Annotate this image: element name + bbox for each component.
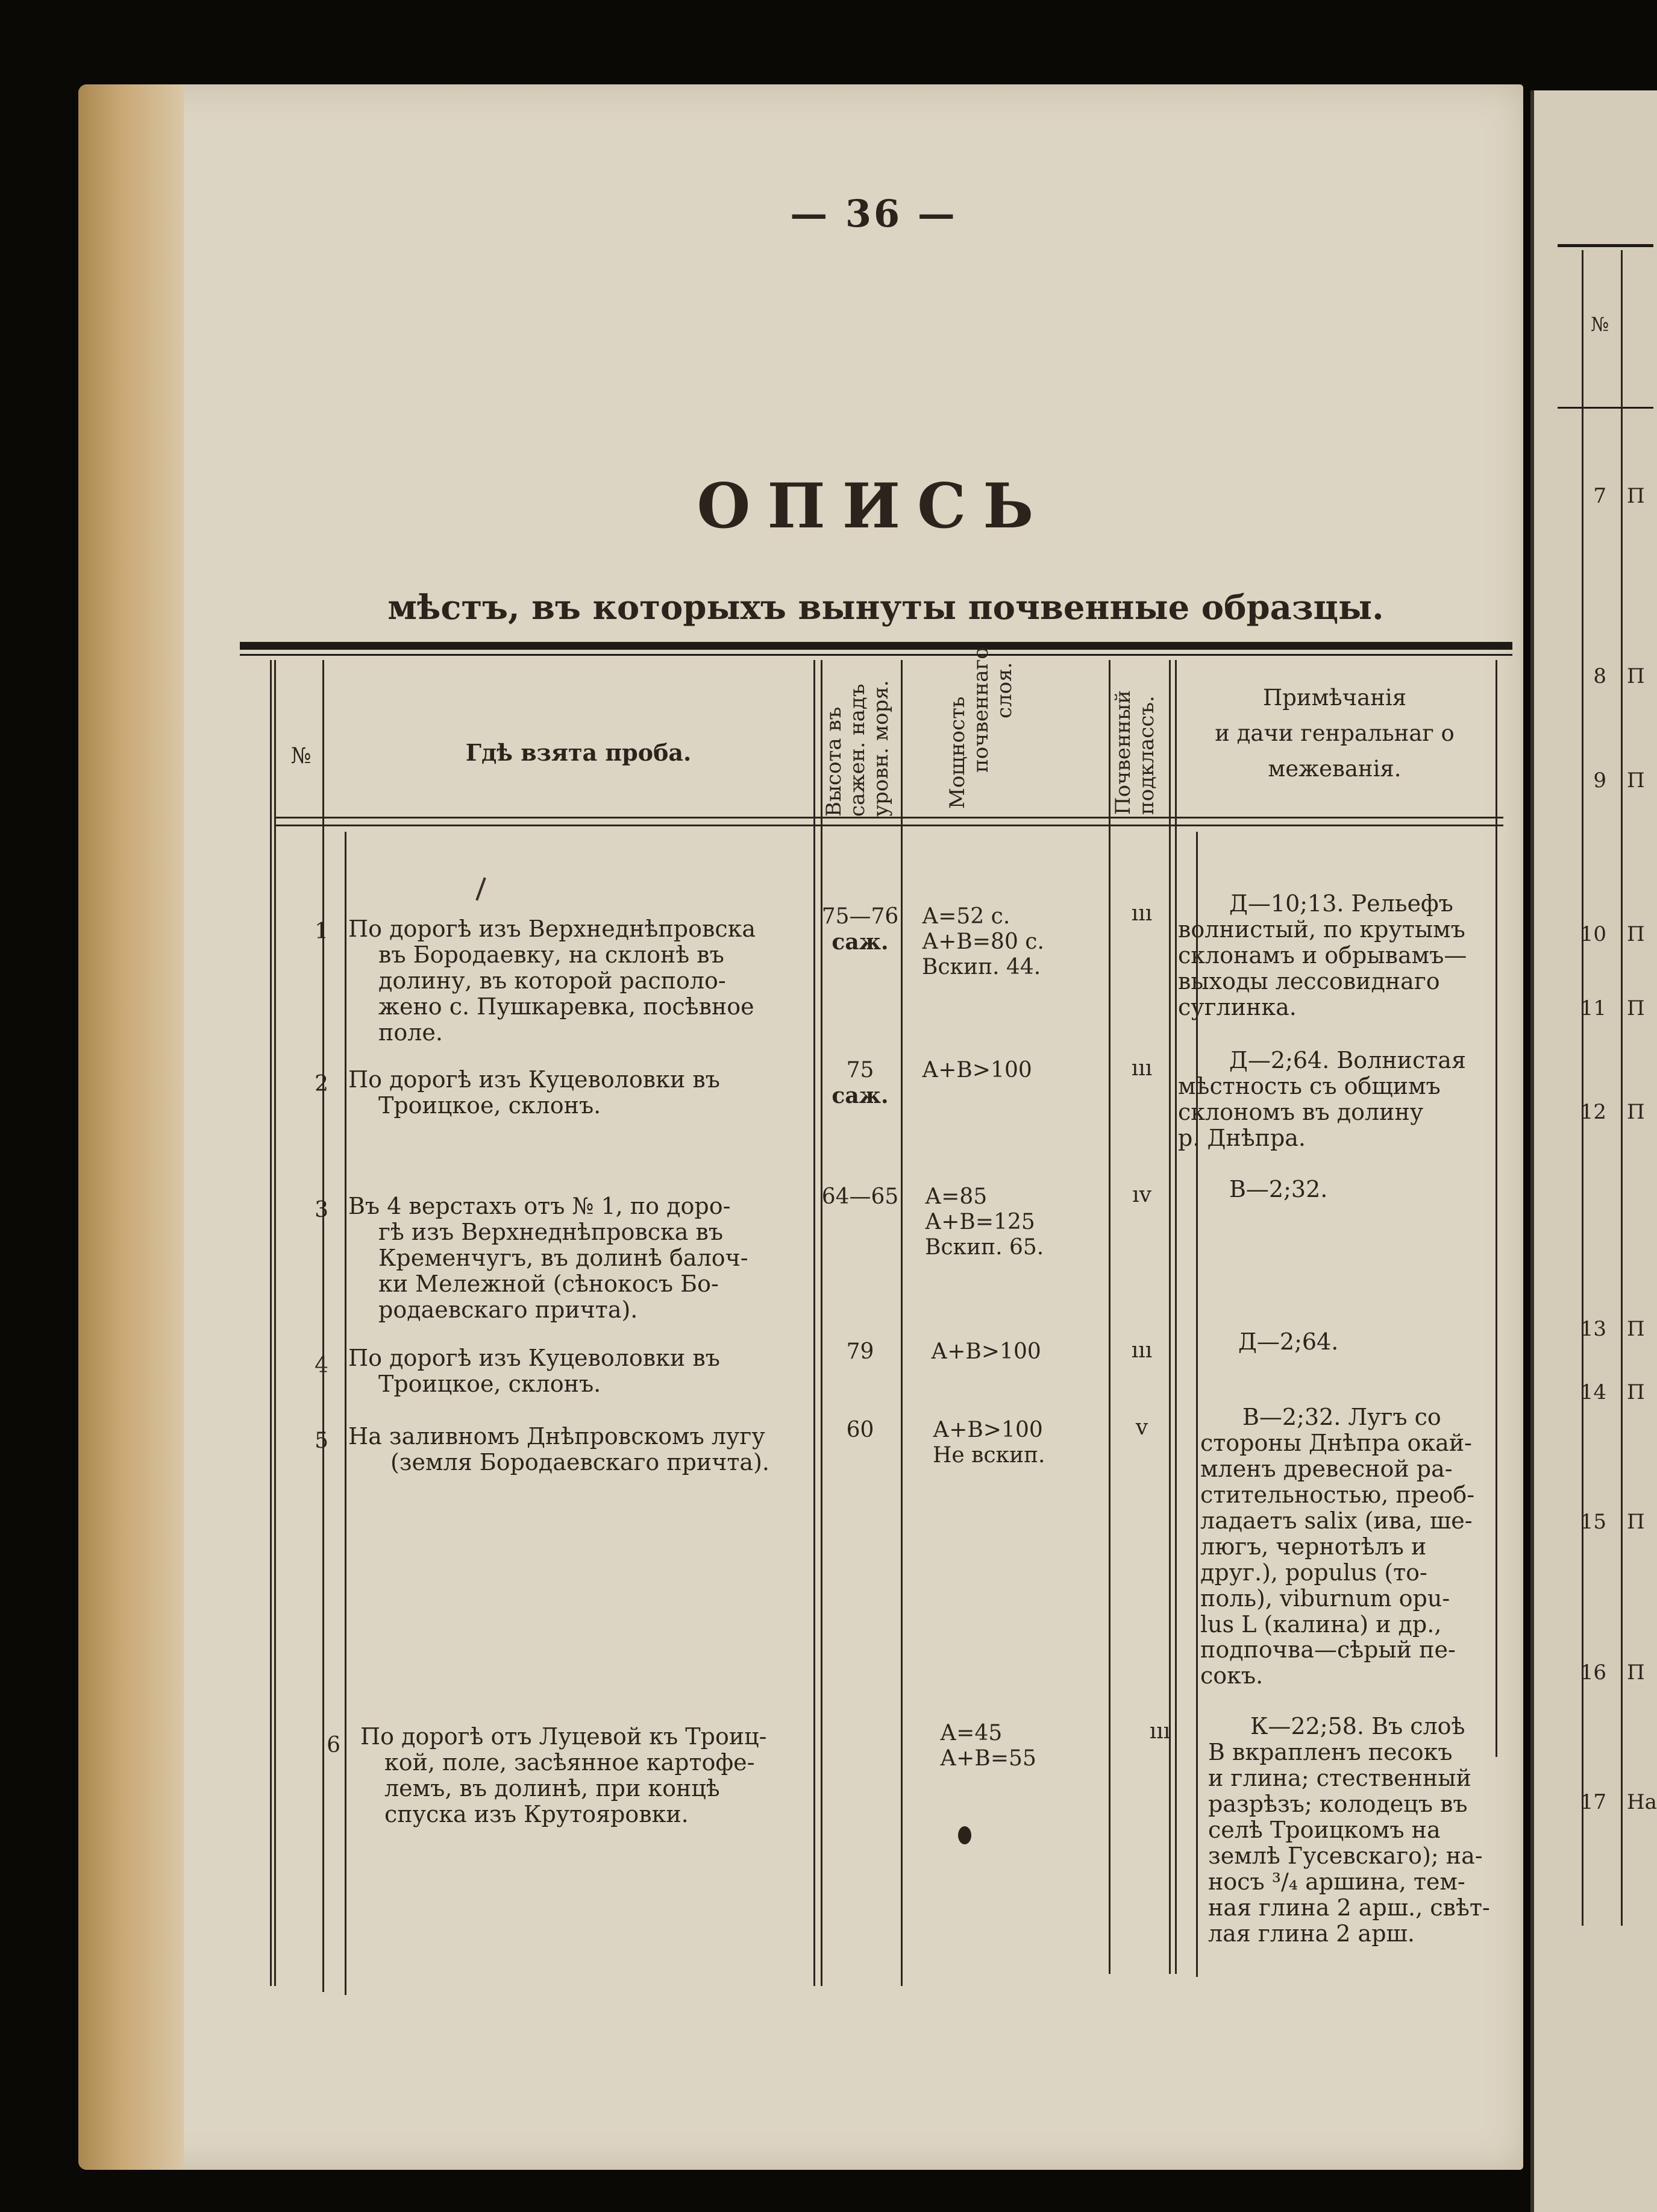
column-rule <box>901 660 903 1986</box>
row-notes: Д—2;64. Волнистая мѣстность съ общимъ склономъ въ долину р. Днѣпра. <box>1178 1047 1466 1151</box>
table-top-rule <box>240 642 1512 650</box>
ink-blot <box>958 1826 971 1844</box>
document-title: ОПИСЬ <box>697 470 1051 542</box>
row-place: По дорогѣ отъ Луцевой къ Троиц- кой, поле, засѣянное картофе- лемъ, въ долинѣ, при концѣ спуска изъ Крутояровки. <box>360 1723 767 1827</box>
row-notes: В—2;32. <box>1229 1176 1328 1202</box>
row-height: 60 <box>846 1418 874 1442</box>
column-rule <box>270 660 272 1986</box>
column-rule <box>1169 660 1171 1974</box>
row-thickness: А=85 А+В=125 Вскип. 65. <box>925 1184 1044 1260</box>
row-thickness: А+В>100 Не вскип. <box>933 1418 1045 1468</box>
page-number: — 36 — <box>790 192 957 236</box>
row-place: Въ 4 верстахъ отъ № 1, по доро- гѣ изъ Верхнеднѣпровска въ Кременчугъ, въ долинѣ балоч- ки Мележной (сѣнокосъ Бо- родаевскаго причта). <box>348 1193 748 1323</box>
column-rule <box>1496 660 1497 1757</box>
right-page-row-number: 9 <box>1593 768 1606 793</box>
header-bottom-rule <box>274 817 1503 819</box>
right-page-row-letter: П <box>1627 1510 1645 1534</box>
column-rule <box>1109 660 1110 1974</box>
header-place: Гдѣ взята проба. <box>465 739 692 766</box>
right-page-row-number: 13 <box>1580 1317 1606 1341</box>
row-number: 5 <box>315 1428 328 1453</box>
right-page-row-letter: П <box>1627 484 1645 508</box>
page-edge <box>78 84 184 2170</box>
row-subclass: v <box>1135 1415 1148 1440</box>
row-thickness: А=52 с. А+В=80 с. Вскип. 44. <box>922 904 1044 980</box>
row-number: 3 <box>315 1198 328 1222</box>
right-page-row-letter: На <box>1627 1790 1657 1814</box>
column-rule <box>1175 660 1177 1974</box>
header-thickness: Мощность почвеннаго слоя. <box>945 647 1017 809</box>
right-page-header-rule <box>1558 407 1653 409</box>
column-rule <box>322 660 324 1992</box>
header-subclass: Почвенный подклассъ. <box>1111 690 1159 815</box>
right-page-row-number: 8 <box>1593 664 1606 688</box>
right-page-row-number: 14 <box>1580 1380 1606 1404</box>
row-place: По дорогѣ изъ Куцеволовки въ Троицкое, склонъ. <box>348 1345 720 1397</box>
row-number: 6 <box>327 1733 340 1758</box>
column-rule <box>821 660 822 1986</box>
header-notes: Примѣчанія и дачи генральнаг о межеванія. <box>1215 685 1455 782</box>
row-notes: К—22;58. Въ слоѣ В вкрапленъ песокъ и глина; стественный разрѣзъ; колодецъ въ селѣ Троицкомъ на землѣ Гусевскаго); на- носъ ³/₄ аршина, тем- ная глина 2 арш., свѣт- лая глина 2 арш. <box>1208 1713 1490 1947</box>
column-rule <box>274 660 276 1986</box>
header-height: Высота въ сажен. надъ уровн. моря. <box>822 680 894 817</box>
right-page-row-number: 10 <box>1580 922 1606 946</box>
row-number: 2 <box>315 1072 328 1096</box>
row-thickness: А+В>100 <box>931 1339 1041 1364</box>
column-rule <box>345 832 346 1995</box>
right-page-row-letter: П <box>1627 1100 1645 1124</box>
row-subclass: ııı <box>1149 1719 1171 1744</box>
right-page-row-number: 15 <box>1580 1510 1606 1534</box>
row-thickness: А=45 А+В=55 <box>940 1721 1036 1771</box>
right-page-row-number: 12 <box>1580 1100 1606 1124</box>
row-subclass: ııı <box>1131 1338 1153 1363</box>
right-page-row-letter: П <box>1627 1661 1645 1685</box>
right-page-top-rule <box>1558 244 1653 247</box>
row-subclass: ıv <box>1132 1183 1151 1207</box>
right-page-row-letter: П <box>1627 1380 1645 1404</box>
row-place: По дорогѣ изъ Верхнеднѣпровска въ Бородаевку, на склонѣ въ долину, въ которой располо- жено с. Пушкаревка, посѣвное поле. <box>348 916 756 1046</box>
row-height: 79 <box>846 1339 874 1364</box>
row-subclass: ııı <box>1131 901 1153 926</box>
row-height: 64—65 <box>821 1184 899 1209</box>
header-number: № <box>290 744 312 768</box>
row-place: По дорогѣ изъ Куцеволовки въ Троицкое, склонъ. <box>348 1066 720 1119</box>
row-thickness: А+В>100 <box>922 1058 1032 1082</box>
right-page-row-number: 17 <box>1580 1790 1606 1814</box>
row-number: 4 <box>315 1353 328 1378</box>
right-page-row-letter: П <box>1627 768 1645 793</box>
row-notes: Д—2;64. <box>1238 1328 1339 1355</box>
right-page-row-letter: П <box>1627 1317 1645 1341</box>
row-subclass: ııı <box>1131 1056 1153 1081</box>
row-height: 75 саж. <box>832 1058 889 1109</box>
right-page-row-letter: П <box>1627 664 1645 688</box>
table-top-thin-rule <box>240 654 1512 656</box>
right-page-row-letter: П <box>1627 922 1645 946</box>
row-number: 1 <box>315 919 328 944</box>
document-subtitle: мѣстъ, въ которыхъ вынуты почвенные образцы. <box>387 588 1384 627</box>
right-page-column-rule <box>1621 250 1623 1926</box>
right-page-row-number: 11 <box>1580 996 1606 1020</box>
right-page <box>1530 90 1657 2212</box>
right-page-row-number: 16 <box>1580 1661 1606 1685</box>
row-notes: В—2;32. Лугъ со стороны Днѣпра окай- мленъ древесной ра- стительностью, преоб- ладаетъ salix (ива, ше- люгъ, чернотѣлъ и друг.), populus (то- поль), viburnum opu- lus L (калина) и др., подпочва—сѣрый пе- сокъ. <box>1200 1404 1475 1689</box>
right-page-header-number: № <box>1591 313 1609 336</box>
row-height: 75—76 саж. <box>821 904 899 955</box>
row-place: На заливномъ Днѣпровскомъ лугу (земля Бородаевскаго причта). <box>348 1423 769 1475</box>
right-page-row-letter: П <box>1627 996 1645 1020</box>
row-notes: Д—10;13. Рельефъ волнистый, по крутымъ склонамъ и обрывамъ— выходы лессовиднаго суглинка. <box>1178 890 1467 1020</box>
header-bottom-rule-2 <box>274 825 1503 826</box>
column-rule <box>813 660 815 1986</box>
right-page-row-number: 7 <box>1593 484 1606 508</box>
